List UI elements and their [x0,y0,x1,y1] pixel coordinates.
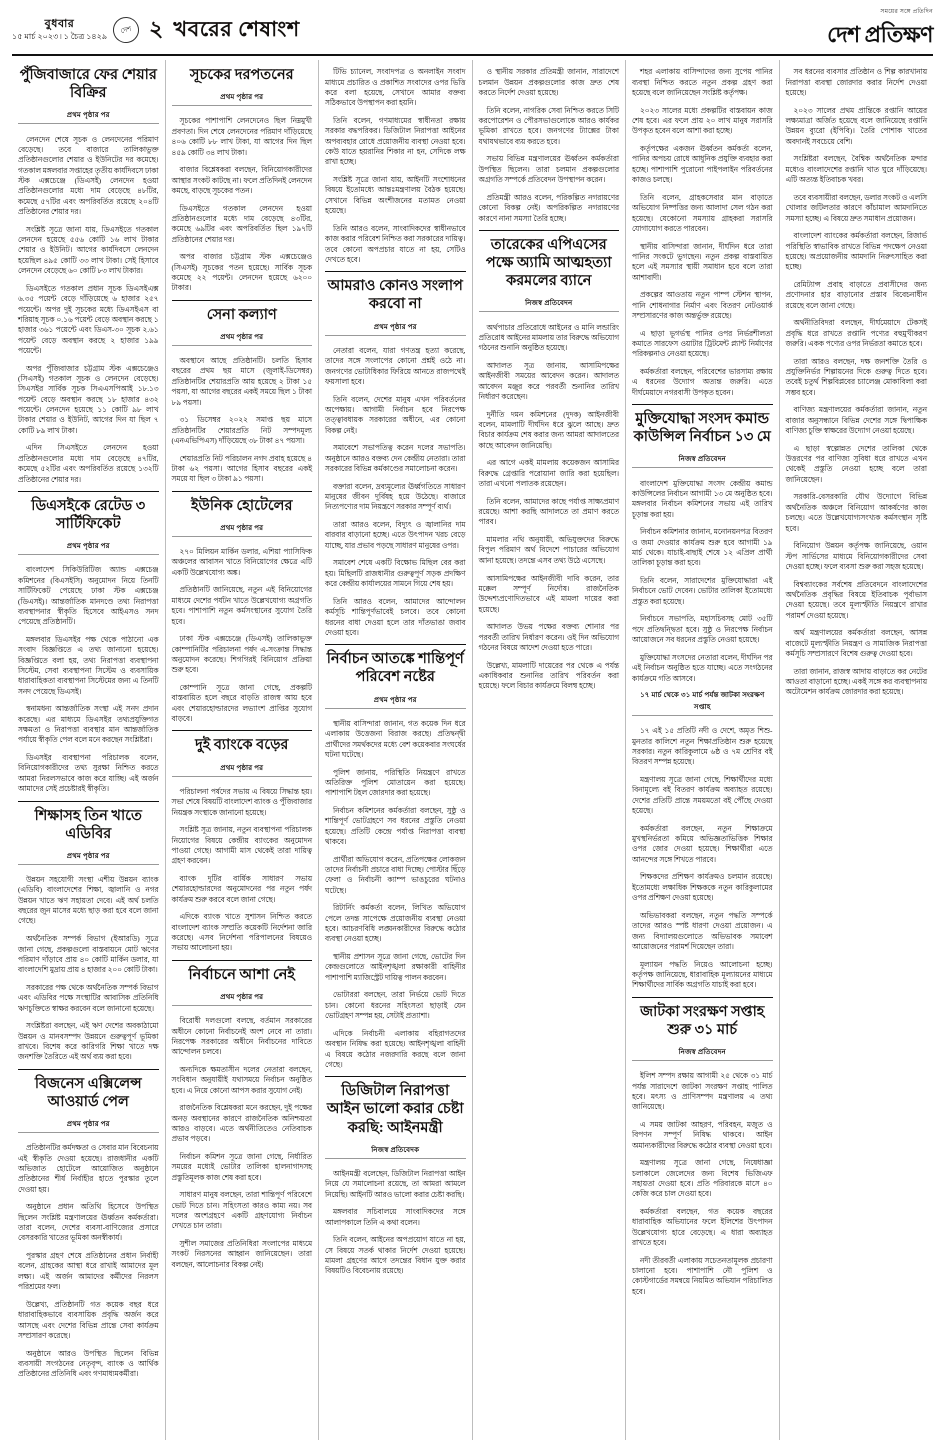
newspaper-logo: দেশ প্রতিক্ষণ [827,21,933,47]
seal-text: দেশ [119,24,133,36]
article-paragraph: কর্তৃপক্ষের একজন ঊর্ধ্বতন কর্মকর্তা বলেন, পানির অপচয় রোধে আধুনিক প্রযুক্তি ব্যবহার করা হচ্ছে। পাশাপাশি পুরোনো পাইপলাইন পরিবর্তনের কাজও চলছে। [632,144,773,185]
article [18,491,159,795]
article-paragraph: প্রতিমন্ত্রী আরও বলেন, পরিকল্পিত নগরায়ণের কোনো বিকল্প নেই। অপরিকল্পিত নগরায়ণের কারণে নানা সমস্যা তৈরি হচ্ছে। [478,192,619,223]
article-headline[interactable]: মুক্তিযোদ্ধা সংসদ কমান্ড কাউন্সিল নির্বাচন ১৩ মে [632,404,773,446]
article [786,67,928,697]
page-number: ২ [149,15,164,41]
article-byline: নিজস্ব প্রতিবেদন [632,453,773,468]
article-paragraph: সাধারণ মানুষ বলছেন, তারা শান্তিপূর্ণ পরিবেশে ভোট দিতে চান। সহিংসতা কারও কাম্য নয়। সব দলের অংশগ্রহণে একটি গ্রহণযোগ্য নির্বাচন দেখতে চান তারা। [171,1190,312,1231]
article-headline[interactable]: তারেকের এপিএসের পক্ষে অ্যামি আত্মহত্যা করমলের ব্যানে [479,230,620,290]
article-headline[interactable]: আমরাও কোনও সংলাপ করবো না [325,271,466,313]
article-paragraph: অপর বাজার চট্টগ্রাম স্টক এক্সচেঞ্জেও (সিএসই) সূচকের পতন হয়েছে। সার্বিক সূচক কমেছে ২২ পয়েন্ট। লেনদেন হয়েছে ৬২০০ টাকার। [171,252,312,293]
article-byline: প্রথম পৃষ্ঠার পর [18,540,159,555]
article-byline: প্রথম পৃষ্ঠার পর [172,762,313,777]
article-paragraph: মঙ্গলবার সচিবালয়ে সাংবাদিকদের সঙ্গে আলাপকালে তিনি এ কথা বলেন। [325,1207,466,1227]
article-headline[interactable]: ইউনিক হোটেলের [172,491,313,515]
article-paragraph: বাংলাদেশ মুক্তিযোদ্ধা সংসদ কেন্দ্রীয় কমান্ড কাউন্সিলের নির্বাচন আগামী ১৩ মে অনুষ্ঠিত হবে। মঙ্গলবার নির্বাচন কমিশনের সভায় এই তারিখ চূড়ান্ত করা হয়। [632,478,773,519]
article-paragraph: নির্বাচন কমিশন সূত্রে জানা গেছে, নির্ধারিত সময়ের মধ্যেই ভোটার তালিকা হালনাগাদসহ প্রস্তুতিমূলক কাজ শেষ করা হবে। [171,1151,312,1182]
article-paragraph: স্থানীয় বাসিন্দারা জানান, দীর্ঘদিন ধরে তারা পানির সংকটে ভুগছেন। নতুন প্রকল্প বাস্তবায়িত হলে এই সমস্যার স্থায়ী সমাধান হবে বলে তারা আশাবাদী। [632,241,773,282]
article-paragraph: শহর এলাকায় বাসিন্দাদের জন্য সুপেয় পানির ব্যবস্থা নিশ্চিত করতে নতুন প্রকল্প গ্রহণ করা হয়েছে বলে জানিয়েছেন সংশ্লিষ্ট কর্তৃপক্ষ। [632,67,773,98]
article-paragraph: ডিএসইতে গতকাল লেনদেন হওয়া প্রতিষ্ঠানগুলোর মধ্যে দাম বেড়েছে ৪৩টির, কমেছে ৬৯টির এবং অপরিবর্তিত ছিল ১৯৭টি প্রতিষ্ঠানের শেয়ার দর। [171,203,312,244]
article-paragraph: কর্মকর্তারা বলছেন, গত কয়েক বছরের ধারাবাহিক অভিযানের ফলে ইলিশের উৎপাদন উল্লেখযোগ্য হারে বেড়েছে। এ ধারা অব্যাহত রাখতে হবে। [632,1207,773,1248]
article-paragraph: দুর্নীতি দমন কমিশনের (দুদক) আইনজীবী বলেন, মামলাটি দীর্ঘদিন ধরে ঝুলে আছে। দ্রুত বিচার কার্যক্রম শেষ করার জন্য আমরা আদালতের কাছে আবেদন জানিয়েছি। [478,409,619,450]
article [18,66,159,485]
article-paragraph: বিনিয়োগ উন্নয়ন কর্তৃপক্ষ জানিয়েছে, ওয়ান স্টপ সার্ভিসের মাধ্যমে বিনিয়োগকারীদের সেবা দেওয়া হচ্ছে। ফলে ব্যবসা শুরু করা সহজ হয়েছে। [785,541,927,571]
article-byline: প্রথম পৃষ্ঠার পর [18,850,159,865]
article [172,491,313,725]
article-columns [12,60,933,1440]
column-1 [12,60,166,1440]
article-headline[interactable]: নির্বাচনে আশা নেই [172,960,313,984]
article-paragraph: তিনি বলেন, আইনের অপপ্রয়োগ যাতে না হয়, সে বিষয়ে সতর্ক থাকার নির্দেশ দেওয়া হয়েছে। মামলা গ্রহণের আগে তদন্তের বিধান যুক্ত করার বিষয়টিও বিবেচনায় রয়েছে। [325,1235,466,1276]
article [325,644,466,1070]
article-paragraph: সংশ্লিষ্টরা বলছেন, বৈশ্বিক অর্থনৈতিক মন্দার মধ্যেও বাংলাদেশের রপ্তানি খাত ঘুরে দাঁড়িয়েছে। এটি অত্যন্ত ইতিবাচক খবর। [785,154,927,185]
article-paragraph: বাংলাদেশ সিকিউরিটিজ অ্যান্ড এক্সচেঞ্জ কমিশনের (বিএসইসি) অনুমোদন নিয়ে তিনটি সার্টিফিকেট পেয়েছে ঢাকা স্টক এক্সচেঞ্জ (ডিএসই)। আন্তর্জাতিক মানদণ্ডে তথ্য নিরাপত্তা ব্যবস্থাপনার স্বীকৃতি হিসেবে আইএসও সনদ পেয়েছে প্রতিষ্ঠানটি। [18,565,159,627]
article-paragraph: অর্থপাচার প্রতিরোধে আইনের ও মানি লন্ডারিং প্রতিরোধ আইনের মামলায় তার বিরুদ্ধে অভিযোগ গঠনের শুনানি অনুষ্ঠিত হয়েছে। [478,322,619,353]
article-headline[interactable]: ডিজিটাল নিরাপত্তা আইন ভালো করার চেষ্টা করছি: আইনমন্ত্রী [325,1076,466,1136]
article-paragraph: এ ছাড়া স্বল্পোন্নত দেশের তালিকা থেকে উত্তরণের পর বাণিজ্য সুবিধা ধরে রাখতে এখন থেকেই প্রস্তুতি নেওয়া হচ্ছে বলে তারা জানিয়েছেন। [785,443,927,484]
article-paragraph: তবে ব্যবসায়ীরা বলছেন, ডলার সংকট ও এলসি খোলার জটিলতার কারণে কাঁচামাল আমদানিতে সমস্যা হচ্ছে। এ বিষয়ে দ্রুত সমাধান প্রয়োজন। [785,192,927,223]
article-paragraph: সব ধরনের ব্যবসার প্রতিষ্ঠান ও শিল্প কারখানায় নিরাপত্তা ব্যবস্থা জোরদার করার নির্দেশ দেওয়া হয়েছে। [785,67,927,98]
article [18,1069,159,1380]
article-paragraph: মন্ত্রণালয় সূত্রে জানা গেছে, শিক্ষার্থীদের মধ্যে বিনামূল্যে বই বিতরণ কার্যক্রম অব্যাহত রয়েছে। দেশের প্রতিটি প্রান্তে সময়মতো বই পৌঁছে দেওয়া হয়েছে। [632,774,773,816]
article-paragraph: সভায় বিভিন্ন মন্ত্রণালয়ের ঊর্ধ্বতন কর্মকর্তারা উপস্থিত ছিলেন। তারা চলমান প্রকল্পগুলোর অগ্রগতি সম্পর্কে প্রতিবেদন উপস্থাপন করেন। [478,154,619,185]
article-paragraph: সরকারি-বেসরকারি যৌথ উদ্যোগে বিভিন্ন অর্থনৈতিক অঞ্চলে বিনিয়োগ আকর্ষণের কাজ চলছে। এতে উল্লেখযোগ্যসংখ্যক কর্মসংস্থান সৃষ্টি হবে। [785,492,927,533]
article-paragraph: সংশ্লিষ্ট সূত্রে জানা যায়, ডিএসইতে গতকাল লেনদেন হয়েছে ৫৫৬ কোটি ১৬ লাখ টাকার শেয়ার ও ইউনিট। আগের কার্যদিবসে লেনদেন হয়েছিল ৪৯৫ কোটি ৩৩ লাখ টাকা। সেই হিসাবে লেনদেন বেড়েছে ৬০ কোটি ৮৩ লাখ টাকার। [18,224,159,276]
masthead [12,10,933,56]
article-paragraph: তিনি আরও বলেন, আমাদের আন্দোলন কর্মসূচি শান্তিপূর্ণভাবেই চলবে। তবে কোনো ধরনের বাধা দেওয়া হলে তার দাঁতভাঙা জবাব দেওয়া হবে। [325,596,466,637]
article-paragraph: মন্ত্রণালয় সূত্রে জানা গেছে, নিষেধাজ্ঞা চলাকালে জেলেদের জন্য বিশেষ ভিজিএফ সহায়তা দেওয়া হবে। প্রতি পরিবারকে মাসে ৪০ কেজি করে চাল দেওয়া হবে। [632,1158,773,1199]
article-paragraph: আসামিপক্ষের আইনজীবী দাবি করেন, তার মক্কেল সম্পূর্ণ নির্দোষ। রাজনৈতিক উদ্দেশ্যপ্রণোদিতভাবে এই মামলা দায়ের করা হয়েছে। [478,573,619,614]
article-paragraph: এদিকে নির্বাচনী এলাকায় বহিরাগতদের অবস্থান নিষিদ্ধ করা হয়েছে। আইনশৃঙ্খলা বাহিনী এ বিষয়ে কঠোর নজরদারি করছে বলে জানা গেছে। [325,1028,466,1069]
column-6 [780,60,934,1440]
article-paragraph: তিনি বলেন, আমাদের কাছে পর্যাপ্ত সাক্ষ্যপ্রমাণ রয়েছে। আশা করছি আদালতে তা প্রমাণ করতে পারব। [478,496,619,527]
article-byline: প্রথম পৃষ্ঠার পর [172,331,313,346]
article-paragraph: এর আগে একই মামলায় কয়েকজন আসামির বিরুদ্ধে গ্রেপ্তারি পরোয়ানা জারি করা হয়েছিল। তারা এখনো পলাতক রয়েছেন। [478,458,619,489]
article-paragraph: শেয়ারপ্রতি নিট পরিচালন নগদ প্রবাহ হয়েছে ৪ টাকা ৬২ পয়সা। আগের হিসাব বছরের একই সময়ে যা ছিল ৩ টাকা ৯১ পয়সা। [171,453,312,484]
article-paragraph: উন্নয়ন সহযোগী সংস্থা এশীয় উন্নয়ন ব্যাংক (এডিবি) বাংলাদেশের শিক্ষা, জ্বালানি ও নগর উন্নয়ন খাতে ঋণ সহায়তা দেবে। এই অর্থ চলতি বছরের জুন মাসের মধ্যে ছাড় করা হবে বলে জানা গেছে। [18,875,159,926]
column-2 [166,60,320,1440]
article-byline: প্রথম পৃষ্ঠার পর [325,694,466,709]
article-paragraph: অন্যদিকে ক্ষমতাসীন দলের নেতারা বলছেন, সংবিধান অনুযায়ীই যথাসময়ে নির্বাচন অনুষ্ঠিত হবে। এ নিয়ে কোনো আপস করার সুযোগ নেই। [171,1064,312,1095]
article-paragraph: তিনি বলেন, সারাদেশের মুক্তিযোদ্ধারা এই নির্বাচনে ভোট দেবেন। ভোটার তালিকা ইতোমধ্যে প্রস্তুত করা হয়েছে। [632,576,773,606]
article-paragraph: আইনমন্ত্রী বলেছেন, ডিজিটাল নিরাপত্তা আইন নিয়ে যে সমালোচনা রয়েছে, তা আমরা আমলে নিয়েছি। আইনটি আরও ভালো করার চেষ্টা করছি। [325,1168,466,1199]
article-byline: প্রথম পৃষ্ঠার পর [172,991,313,1006]
article [632,404,773,684]
article [172,960,313,1270]
article-paragraph: কর্মকর্তারা বলছেন, পরিবেশের ভারসাম্য রক্ষায় এ ধরনের উদ্যোগ অত্যন্ত জরুরি। এতে দীর্ঘমেয়াদে নগরবাসী উপকৃত হবেন। [632,367,773,397]
article [325,1076,466,1277]
column-4 [473,60,627,1440]
article-paragraph: বাংলাদেশ ব্যাংকের কর্মকর্তারা বলছেন, রিজার্ভ পরিস্থিতি স্বাভাবিক রাখতে বিভিন্ন পদক্ষেপ নেওয়া হয়েছে। অপ্রয়োজনীয় আমদানি নিরুৎসাহিত করা হচ্ছে। [785,231,927,272]
article-paragraph: অভিভাবকরা বলছেন, নতুন পদ্ধতি সম্পর্কে তাদের আরও স্পষ্ট ধারণা দেওয়া প্রয়োজন। এ জন্য বিদ্যালয়গুলোতে অভিভাবক সমাবেশ আয়োজনের পরামর্শ দিয়েছেন তারা। [632,910,773,951]
article [172,730,313,953]
article-paragraph: বাজার বিশ্লেষকরা বলছেন, বিনিয়োগকারীদের আস্থার সংকট কাটছে না। ফলে প্রতিদিনই লেনদেন কমছে, বাড়ছে সূচকের পতন। [171,165,312,195]
article-paragraph: পরিচালনা পর্ষদের সভায় এ বিষয়ে সিদ্ধান্ত হয়। সভা শেষে বিষয়টি বাংলাদেশ ব্যাংক ও পুঁজিবাজার নিয়ন্ত্রক সংস্থাকে জানানো হয়েছে। [171,786,312,817]
article-paragraph: বিশ্বব্যাংকের সর্বশেষ প্রতিবেদনে বাংলাদেশের অর্থনৈতিক প্রবৃদ্ধির বিষয়ে ইতিবাচক পূর্বাভাস দেওয়া হয়েছে। তবে মূল্যস্ফীতি নিয়ন্ত্রণে রাখার পরামর্শ দেওয়া হয়েছে। [785,579,927,620]
article-paragraph: এদিন সিএসইতে লেনদেন হওয়া প্রতিষ্ঠানগুলোর মধ্যে দাম বেড়েছে ৪৭টির, কমেছে ৫২টির এবং অপরিবর্তিত রয়েছে ১৩২টি প্রতিষ্ঠানের শেয়ার দর। [18,443,159,484]
article [18,801,159,1063]
article-paragraph: ভোটাররা বলছেন, তারা নির্ভয়ে ভোট দিতে চান। কোনো ধরনের সহিংসতা ছাড়াই যেন ভোটগ্রহণ সম্পন্ন হয়, সেটাই প্রত্যাশা। [325,990,466,1021]
article-byline: ১৭ মার্চ থেকে ৩১ মার্চ পর্যন্ত জাটকা সংরক্ষণ সপ্তাহ [632,689,773,716]
article-byline: প্রথম পৃষ্ঠার পর [325,321,466,336]
article-paragraph: সংশ্লিষ্টরা বলছেন, এই ঋণ দেশের অবকাঠামো উন্নয়ন ও মানবসম্পদ উন্নয়নে গুরুত্বপূর্ণ ভূমিকা রাখবে। বিশেষ করে কারিগরি শিক্ষা খাতে দক্ষ জনশক্তি তৈরিতে এই অর্থ ব্যয় করা হবে। [18,1021,159,1062]
article-byline: নিজস্ব প্রতিবেদক [325,1144,466,1159]
article-paragraph: স্বনামধন্য আন্তর্জাতিক সংস্থা এই সনদ প্রদান করেছে। এর মাধ্যমে ডিএসইর তথ্যপ্রযুক্তিগত সক্ষমতা ও নিরাপত্তা ব্যবস্থার মান আন্তর্জাতিক পর্যায়ে স্বীকৃতি পেল বলে মনে করছেন সংশ্লিষ্টরা। [18,704,159,745]
article-paragraph: অপর পুঁজিবাজার চট্টগ্রাম স্টক এক্সচেঞ্জেও (সিএসই) গতকাল সূচক ও লেনদেন বেড়েছে। সিএসইর সার্বিক সূচক সিএএসপিআই ১৮.১৩ পয়েন্ট বেড়ে অবস্থান করছে ১৮ হাজার ৪৩২ পয়েন্টে। লেনদেন হয়েছে ১১ কোটি ৯৮ লাখ টাকার শেয়ার ও ইউনিট, আগের দিন যা ছিল ৭ কোটি ৮৯ লাখ টাকা। [18,363,159,435]
article-headline[interactable]: জাটকা সংরক্ষণ সপ্তাহ শুরু ৩১ মার্চ [632,997,773,1039]
article-paragraph: আদালত সূত্র জানায়, আসামিপক্ষের আইনজীবী সময়ের আবেদন করেন। আদালত আবেদন মঞ্জুর করে পরবর্তী শুনানির তারিখ নির্ধারণ করেছেন। [478,360,619,401]
article-paragraph: পুরস্কার গ্রহণ শেষে প্রতিষ্ঠানের প্রধান নির্বাহী বলেন, গ্রাহকের আস্থা ধরে রাখাই আমাদের মূল লক্ষ্য। এই অর্জন আমাদের কর্মীদের নিরলস পরিশ্রমের ফল। [18,1251,159,1292]
article-paragraph: বিরোধী দলগুলো বলছে, বর্তমান সরকারের অধীনে কোনো নির্বাচনেই অংশ নেবে না তারা। নিরপেক্ষ সরকারের অধীনে নির্বাচনের দাবিতে আন্দোলন চলবে। [171,1016,312,1057]
article-paragraph: সুশীল সমাজের প্রতিনিধিরা সংলাপের মাধ্যমে সংকট নিরসনের আহ্বান জানিয়েছেন। তারা বলছেন, আলোচনার বিকল্প নেই। [171,1239,312,1269]
article-paragraph: সূচকের পাশাপাশি লেনদেনেও ছিল নিম্নমুখী প্রবণতা। দিন শেষে লেনদেনের পরিমাণ দাঁড়িয়েছে ৪০৬ কোটি ৮৮ লাখ টাকা, যা আগের দিন ছিল ৪৫৯ কোটি ৩৪ লাখ টাকা। [171,116,312,157]
article-paragraph: রাজনৈতিক বিশ্লেষকরা মনে করছেন, দুই পক্ষের অনড় অবস্থানের কারণে রাজনৈতিক অনিশ্চয়তা আরও বাড়বে। এতে অর্থনীতিতেও নেতিবাচক প্রভাব পড়বে। [171,1103,312,1144]
article-paragraph: এদিকে ব্যাংক খাতে সুশাসন নিশ্চিত করতে বাংলাদেশ ব্যাংক সম্প্রতি কয়েকটি নির্দেশনা জারি করেছে। এসব নির্দেশনা পরিপালনের বিষয়েও সভায় আলোচনা হয়। [171,912,312,953]
article-paragraph: বক্তারা বলেন, দ্রব্যমূল্যের ঊর্ধ্বগতিতে সাধারণ মানুষের জীবন দুর্বিষহ হয়ে উঠেছে। বাজারে নিত্যপণ্যের দাম নিয়ন্ত্রণে সরকার সম্পূর্ণ ব্যর্থ। [325,481,466,512]
article-paragraph: ঢাকা স্টক এক্সচেঞ্জে (ডিএসই) তালিকাভুক্ত কোম্পানিটির পরিচালনা পর্ষদ এ-সংক্রান্ত সিদ্ধান্ত অনুমোদন করেছে। শিগগিরই বিনিয়োগ প্রক্রিয়া শুরু হবে। [171,634,312,675]
masthead-date: ১৫ মার্চ ২০২৩ ৷ ১ চৈত্র ১৪২৯ [12,31,108,41]
article-paragraph: উল্লেখ্য, মামলাটি দায়েরের পর থেকে এ পর্যন্ত একাধিকবার শুনানির তারিখ পরিবর্তন করা হয়েছে। ফলে বিচার কার্যক্রমে বিলম্ব হচ্ছে। [478,660,619,691]
article-paragraph: অনুষ্ঠানে আরও উপস্থিত ছিলেন বিভিন্ন ব্যবসায়ী সংগঠনের নেতৃবৃন্দ, ব্যাংক ও আর্থিক প্রতিষ্ঠানের প্রতিনিধি এবং গণমাধ্যমকর্মীরা। [18,1348,159,1379]
article-paragraph: তারা আরও বলছেন, দক্ষ জনশক্তি তৈরি ও প্রযুক্তিনির্ভর শিল্পায়নের দিকে গুরুত্ব দিতে হবে। তবেই চতুর্থ শিল্পবিপ্লবের চ্যালেঞ্জ মোকাবিলা করা সম্ভব হবে। [785,356,927,397]
article-paragraph: অর্থ মন্ত্রণালয়ের কর্মকর্তারা বলছেন, আসন্ন বাজেটে মূল্যস্ফীতি নিয়ন্ত্রণ ও সামাজিক নিরাপত্তা কর্মসূচি সম্প্রসারণে বিশেষ গুরুত্ব দেওয়া হবে। [785,628,927,659]
article-byline: প্রথম পৃষ্ঠার পর [172,91,313,106]
article-paragraph: নির্বাচনে সভাপতি, মহাসচিবসহ মোট ৩৫টি পদে প্রতিদ্বন্দ্বিতা হবে। সুষ্ঠু ও নিরপেক্ষ নির্বাচন আয়োজনে সব ধরনের প্রস্তুতি নেওয়া হয়েছে। [632,614,773,645]
article-paragraph: সরকারের পক্ষ থেকে অর্থনৈতিক সম্পর্ক বিভাগ এবং এডিবির পক্ষে সংস্থাটির আবাসিক প্রতিনিধি ঋণচুক্তিতে স্বাক্ষর করবেন বলে জানানো হয়েছে। [18,982,159,1013]
article-paragraph: তিনি বলেন, দেশের মানুষ এখন পরিবর্তনের অপেক্ষায়। আগামী নির্বাচন হবে নিরপেক্ষ তত্ত্বাবধায়ক সরকারের অধীনে, এর কোনো বিকল্প নেই। [325,394,466,435]
article-paragraph: কোম্পানি সূত্রে জানা গেছে, প্রকল্পটি বাস্তবায়িত হলে বছরে বাড়তি রাজস্ব আয় হবে এবং শেয়ারহোল্ডারদের লভ্যাংশ প্রাপ্তির সুযোগ বাড়বে। [171,682,312,724]
article-paragraph: সমাবেশ শেষে একটি বিক্ষোভ মিছিল বের করা হয়। মিছিলটি রাজধানীর গুরুত্বপূর্ণ সড়ক প্রদক্ষিণ করে কেন্দ্রীয় কার্যালয়ের সামনে গিয়ে শেষ হয়। [325,558,466,589]
article-paragraph: ২০২৩ সালের প্রথম প্রান্তিকে রপ্তানি আয়ের লক্ষ্যমাত্রা অর্জিত হয়েছে বলে জানিয়েছে রপ্তানি উন্নয়ন ব্যুরো (ইপিবি)। তৈরি পোশাক খাতের অবদানই সবচেয়ে বেশি। [785,105,927,146]
article-paragraph: স্থানীয় বাসিন্দারা জানান, গত কয়েক দিন ধরে এলাকায় উত্তেজনা বিরাজ করছে। প্রতিদ্বন্দ্বী প্রার্থীদের সমর্থকদের মধ্যে বেশ কয়েকবার সংঘর্ষের ঘটনা ঘটেছে। [325,718,466,759]
article-byline: প্রথম পৃষ্ঠার পর [172,522,313,537]
article-paragraph: প্রতিষ্ঠানটির কর্মদক্ষতা ও সেবার মান বিবেচনায় এই স্বীকৃতি দেওয়া হয়েছে। রাজধানীর একটি অভিজাত হোটেলে আয়োজিত অনুষ্ঠানে প্রতিষ্ঠানের শীর্ষ নির্বাহীর হাতে পুরস্কার তুলে দেওয়া হয়। [18,1143,159,1194]
article-paragraph: স্থানীয় প্রশাসন সূত্রে জানা গেছে, ভোটের দিন কেন্দ্রগুলোতে আইনশৃঙ্খলা রক্ষাকারী বাহিনীর পাশাপাশি ম্যাজিস্ট্রেট দায়িত্ব পালন করবেন। [325,952,466,982]
article-paragraph: ও স্থানীয় সরকার প্রতিমন্ত্রী জানান, সারাদেশে চলমান উন্নয়ন প্রকল্পগুলোর কাজ দ্রুত শেষ করতে নির্দেশ দেওয়া হয়েছে। [478,67,619,98]
article [632,997,773,1298]
article-paragraph: আদালত উভয় পক্ষের বক্তব্য শোনার পর পরবর্তী তারিখ নির্ধারণ করেন। ওই দিন অভিযোগ গঠনের বিষয়ে আদেশ দেওয়া হতে পারে। [478,622,619,652]
article-paragraph: প্রকল্পের আওতায় নতুন পাম্প স্টেশন স্থাপন, পানি শোধনাগার নির্মাণ এবং বিতরণ নেটওয়ার্ক সম্প্রসারণের কাজ অন্তর্ভুক্ত রয়েছে। [632,290,773,320]
article-paragraph: এ ছাড়া ভূগর্ভস্থ পানির ওপর নির্ভরশীলতা কমাতে সারফেস ওয়াটার ট্রিটমেন্ট প্ল্যান্ট নির্মাণের পরিকল্পনাও নেওয়া হয়েছে। [632,328,773,359]
article-paragraph: রেমিট্যান্স প্রবাহ বাড়াতে প্রবাসীদের জন্য প্রণোদনার হার বাড়ানোর প্রস্তাব বিবেচনাধীন রয়েছে বলে জানা গেছে। [785,279,927,310]
article [172,300,313,485]
article-paragraph: অনুষ্ঠানে প্রধান অতিথি হিসেবে উপস্থিত ছিলেন সংশ্লিষ্ট মন্ত্রণালয়ের ঊর্ধ্বতন কর্মকর্তারা। তারা বলেন, দেশের ব্যবসা-বাণিজ্যের প্রসারে বেসরকারি খাতের ভূমিকা অনস্বীকার্য। [18,1202,159,1243]
article [632,689,773,991]
article-paragraph: তিনি বলেন, গ্রাহকসেবার মান বাড়াতে অভিযোগ নিষ্পত্তির জন্য আলাদা সেল গঠন করা হয়েছে। যেকোনো সমস্যায় গ্রাহকরা সরাসরি যোগাযোগ করতে পারবেন। [632,192,773,233]
article-byline: প্রথম পৃষ্ঠার পর [18,1118,159,1133]
section-title: খবরের শেষাংশ [173,16,300,41]
article-paragraph: এ সময় জাটকা আহরণ, পরিবহন, মজুত ও বিপণন সম্পূর্ণ নিষিদ্ধ থাকবে। আইন অমান্যকারীদের বিরুদ্ধে কঠোর ব্যবস্থা নেওয়া হবে। [632,1119,773,1150]
article-paragraph: ডিএসইর ব্যবস্থাপনা পরিচালক বলেন, বিনিয়োগকারীদের তথ্য সুরক্ষা নিশ্চিত করতে আমরা নিরলসভাবে কাজ করে যাচ্ছি। এই অর্জন আমাদের সেই প্রচেষ্টারই স্বীকৃতি। [18,753,159,794]
article-paragraph: রিটার্নিং কর্মকর্তা বলেন, লিখিত অভিযোগ পেলে তদন্ত সাপেক্ষে প্রয়োজনীয় ব্যবস্থা নেওয়া হবে। আচরণবিধি লঙ্ঘনকারীদের বিরুদ্ধে কঠোর ব্যবস্থা নেওয়া হচ্ছে। [325,903,466,944]
article-paragraph: তিনি বলেন, গণমাধ্যমের স্বাধীনতা রক্ষায় সরকার বদ্ধপরিকর। ডিজিটাল নিরাপত্তা আইনের অপব্যবহার রোধে প্রয়োজনীয় ব্যবস্থা নেওয়া হবে। কেউ যাতে হয়রানির শিকার না হন, সেদিকে লক্ষ রাখা হচ্ছে। [325,116,466,167]
article-paragraph: ২০২৩ সালের মধ্যে প্রকল্পটির বাস্তবায়ন কাজ শেষ হবে। এর ফলে প্রায় ২০ লাখ মানুষ সরাসরি উপকৃত হবেন বলে আশা করা হচ্ছে। [632,105,773,136]
article-paragraph: প্রার্থীরা অভিযোগ করেন, প্রতিপক্ষের লোকজন তাদের নির্বাচনী প্রচারে বাধা দিচ্ছে। পোস্টার ছিঁড়ে ফেলা ও নির্বাচনী ক্যাম্প ভাঙচুরের ঘটনাও ঘটেছে। [325,854,466,895]
article-byline: প্রথম পৃষ্ঠার পর [18,109,159,124]
article-paragraph: তারা জানান, রাজস্ব আদায় বাড়াতে কর নেটের আওতা বাড়ানো হচ্ছে। একই সঙ্গে কর ব্যবস্থাপনায় অটোমেশন কার্যক্রম জোরদার করা হয়েছে। [785,666,927,697]
masthead-date-block [12,18,107,42]
article-headline[interactable]: দুই ব্যাংকে বড়ের [172,730,313,754]
article [172,66,313,294]
article [325,271,466,638]
article-paragraph: সমাবেশে সভাপতিত্ব করেন দলের সভাপতি। অনুষ্ঠানে আরও বক্তব্য দেন কেন্দ্রীয় নেতারা। তারা সরকারের বিভিন্ন কর্মকাণ্ডের সমালোচনা করেন। [325,443,466,474]
article-paragraph: মামলার নথি অনুযায়ী, অভিযুক্তদের বিরুদ্ধে বিপুল পরিমাণ অর্থ বিদেশে পাচারের অভিযোগ আনা হয়েছে। তদন্তে এসব তথ্য উঠে এসেছে। [478,535,619,565]
article-paragraph: সংশ্লিষ্ট সূত্রে জানা যায়, আইনটি সংশোধনের বিষয়ে ইতোমধ্যে আন্তঃমন্ত্রণালয় বৈঠক হয়েছে। সেখানে বিভিন্ন অংশীজনের মতামত নেওয়া হয়েছে। [325,175,466,216]
article-paragraph: অবস্থানে আছে প্রতিষ্ঠানটি। চলতি হিসাব বছরের প্রথম ছয় মাসে (জুলাই-ডিসেম্বর) প্রতিষ্ঠানটির শেয়ারপ্রতি আয় হয়েছে ২ টাকা ১৫ পয়সা, যা আগের বছরের একই সময়ে ছিল ১ টাকা ৮৯ পয়সা। [171,356,312,407]
article-paragraph: মঙ্গলবার ডিএসইর পক্ষ থেকে পাঠানো এক সংবাদ বিজ্ঞপ্তিতে এ তথ্য জানানো হয়েছে। বিজ্ঞপ্তিতে বলা হয়, তথ্য নিরাপত্তা ব্যবস্থাপনা সিস্টেম, সেবা ব্যবস্থাপনা সিস্টেম ও ব্যবসায়িক ধারাবাহিকতা ব্যবস্থাপনা সিস্টেমের জন্য এ তিনটি সনদ পেয়েছে ডিএসই। [18,634,159,696]
article-paragraph: মূল্যায়ন পদ্ধতি নিয়েও আলোচনা হচ্ছে। কর্তৃপক্ষ জানিয়েছে, ধারাবাহিক মূল্যায়নের মাধ্যমে শিক্ষার্থীদের সার্বিক অগ্রগতি যাচাই করা হবে। [632,959,773,990]
article-paragraph: নেতারা বলেন, যারা গণতন্ত্র হত্যা করেছে, তাদের সঙ্গে সংলাপের কোনো প্রশ্নই ওঠে না। জনগণের ভোটাধিকার ফিরিয়ে আনতে রাজপথেই ফয়সালা হবে। [325,345,466,386]
article-paragraph: ব্যাংক দুটির বার্ষিক সাধারণ সভায় শেয়ারহোল্ডারদের অনুমোদনের পর নতুন পর্ষদ কার্যক্রম শুরু করবে বলে জানা গেছে। [171,873,312,904]
article-paragraph: অর্থনৈতিক সম্পর্ক বিভাগ (ইআরডি) সূত্রে জানা গেছে, প্রকল্পগুলো বাস্তবায়নে মোট ঋণের পরিমাণ দাঁড়াবে প্রায় ৪০ কোটি মার্কিন ডলার, যা বাংলাদেশি মুদ্রায় প্রায় ৪ হাজার ২০০ কোটি টাকা। [18,934,159,975]
article-paragraph: ইলিশ সম্পদ রক্ষায় আগামী ২৫ থেকে ৩১ মার্চ পর্যন্ত সারাদেশে জাটকা সংরক্ষণ সপ্তাহ পালিত হবে। মৎস্য ও প্রাণিসম্পদ মন্ত্রণালয় এ তথ্য জানিয়েছে। [632,1071,773,1112]
article-paragraph: সংশ্লিষ্ট সূত্র জানায়, নতুন ব্যবস্থাপনা পরিচালক নিয়োগের বিষয়ে কেন্দ্রীয় ব্যাংকের অনুমোদন পাওয়া গেছে। আগামী মাস থেকেই তারা দায়িত্ব গ্রহণ করবেন। [171,825,312,866]
article-paragraph: লেনদেন শেষে সূচক ও লেনদেনের পরিমাণ বেড়েছে। তবে বাজারে তালিকাভুক্ত প্রতিষ্ঠানগুলোর শেয়ার ও ইউনিটের দর কমেছে। গতকাল মঙ্গলবার সপ্তাহের তৃতীয় কার্যদিবসে ঢাকা স্টক এক্সচেঞ্জে (ডিএসই) লেনদেন হওয়া প্রতিষ্ঠানগুলোর মধ্যে দাম বেড়েছে ৪৮টির, কমেছে ৫৭টির এবং অপরিবর্তিত রয়েছে ২০৪টি প্রতিষ্ঠানের শেয়ার দর। [18,134,159,217]
masthead-left [12,12,300,49]
article-headline[interactable]: নির্বাচন আতঙ্কে শান্তিপূর্ণ পরিবেশ নষ্টের [325,644,466,686]
article-paragraph: বাণিজ্য মন্ত্রণালয়ের কর্মকর্তারা জানান, নতুন বাজার অনুসন্ধানে বিভিন্ন দেশের সঙ্গে দ্বিপাক্ষিক বাণিজ্য চুক্তি স্বাক্ষরের উদ্যোগ নেওয়া হয়েছে। [785,405,927,436]
article-headline[interactable]: পুঁজিবাজারে ফের শেয়ার বিক্রির [19,67,157,102]
article-headline[interactable]: ডিএসইকে রেটেড ৩ সার্টিফিকেট [18,491,159,533]
article-paragraph: ১৭ এই ১৫ প্রতিটি নদী ও দেশে, অমৃত শিশু-মুনতার কালিশে নতুন শিক্ষাপ্রতিষ্ঠান শুরু হয়েছে সরকার। নতুন কারিকুলামে ৬ষ্ঠ ও ৭ম শ্রেণির বই বিতরণ সম্পন্ন হয়েছে। [632,726,773,767]
article-paragraph: তারা আরও বলেন, বিদ্যুৎ ও জ্বালানির দাম বারবার বাড়ানো হচ্ছে। এতে উৎপাদন খরচ বেড়ে যাচ্ছে, যার প্রভাব পড়ছে সাধারণ মানুষের ওপর। [325,520,466,550]
article-paragraph: শিক্ষকদের প্রশিক্ষণ কার্যক্রমও চলমান রয়েছে। ইতোমধ্যে লক্ষাধিক শিক্ষককে নতুন কারিকুলামের ওপর প্রশিক্ষণ দেওয়া হয়েছে। [632,872,773,903]
article-paragraph: প্রতিষ্ঠানটি জানিয়েছে, নতুন এই বিনিয়োগের মাধ্যমে দেশের পর্যটন খাতে উল্লেখযোগ্য অগ্রগতি হবে। পাশাপাশি নতুন কর্মসংস্থানের সুযোগ তৈরি হবে। [171,585,312,626]
article-headline[interactable]: সেনা কল্যাণ [172,300,313,324]
article-headline[interactable]: বিজনেস এক্সিলেন্স আওয়ার্ড পেল [18,1069,159,1111]
article-paragraph: নদী তীরবর্তী এলাকায় সচেতনতামূলক প্রচারণা চালানো হবে। পাশাপাশি নৌ পুলিশ ও কোস্টগার্ডের সমন্বয়ে নিয়মিত অভিযান পরিচালিত হবে। [632,1255,773,1296]
article [479,67,620,224]
column-5 [626,60,780,1440]
article-paragraph: পুলিশ জানায়, পরিস্থিতি নিয়ন্ত্রণে রাখতে অতিরিক্ত পুলিশ মোতায়েন করা হয়েছে। পাশাপাশি টহল জোরদার করা হয়েছে। [325,767,466,798]
article-paragraph: ডিএসইতে গতকাল প্রধান সূচক ডিএসইএক্স ৬.৩৫ পয়েন্ট বেড়ে দাঁড়িয়েছে ৬ হাজার ২৫৭ পয়েন্টে। অপর দুই সূচকের মধ্যে ডিএসইএস বা শরিয়াহ সূচক ০.১৬ পয়েন্ট বেড়ে অবস্থান করছে ১ হাজার ৩৬১ পয়েন্টে এবং ডিএস-৩০ সূচক ২.৬১ পয়েন্ট বেড়ে অবস্থান করছে ২ হাজার ১৯৯ পয়েন্টে। [18,283,159,355]
article-paragraph: ৩১ ডিসেম্বর ২০২২ সমাপ্ত ছয় মাসে প্রতিষ্ঠানটির শেয়ারপ্রতি নিট সম্পদমূল্য (এনএভিপিএস) দাঁড়িয়েছে ৩৮ টাকা ৪৭ পয়সা। [171,415,312,445]
masthead-right [827,6,933,55]
article-paragraph: কর্মকর্তারা বলছেন, নতুন শিক্ষাক্রমে মুখস্থনির্ভরতা কমিয়ে অভিজ্ঞতাভিত্তিক শিক্ষার ওপর জোর দেওয়া হয়েছে। শিক্ষার্থীরা এতে আনন্দের সঙ্গে শিখতে পারবে। [632,823,773,864]
article [325,67,466,265]
article-paragraph: ২৭০ মিলিয়ন মার্কিন ডলার, এশিয়া প্যাসিফিক অঞ্চলের আবাসন খাতে বিনিয়োগের ক্ষেত্রে এটি একটি উল্লেখযোগ্য অঙ্ক। [171,547,312,577]
article-paragraph: তিনি বলেন, নাগরিক সেবা নিশ্চিত করতে সিটি করপোরেশন ও পৌরসভাগুলোকে আরও কার্যকর ভূমিকা রাখতে হবে। জনগণের ট্যাক্সের টাকা যথাযথভাবে ব্যয় করতে হবে। [478,105,619,146]
article-byline: নিজস্ব প্রতিবেদন [479,297,620,312]
article-headline[interactable]: সূচকের দরপতনের [189,67,294,83]
column-3 [319,60,473,1440]
article [632,67,773,398]
article-paragraph: নির্বাচন কমিশনের কর্মকর্তারা বলছেন, সুষ্ঠু ও শান্তিপূর্ণ ভোটগ্রহণে সব ধরনের প্রস্তুতি নেওয়া হয়েছে। প্রতিটি কেন্দ্রে পর্যাপ্ত নিরাপত্তা ব্যবস্থা থাকবে। [325,805,466,846]
article-paragraph: নির্বাচন কমিশনার জানান, মনোনয়নপত্র বিতরণ ও জমা দেওয়ার কার্যক্রম শুরু হবে আগামী ১৯ মার্চ থেকে। যাচাই-বাছাই শেষে ১২ এপ্রিল প্রার্থী তালিকা চূড়ান্ত করা হবে। [632,527,773,568]
article [479,230,620,692]
article-paragraph: উল্লেখ্য, প্রতিষ্ঠানটি গত কয়েক বছর ধরে ধারাবাহিকভাবে ব্যবসায়িক প্রবৃদ্ধি অর্জন করে আসছে এবং দেশের বিভিন্ন প্রান্তে সেবা কার্যক্রম সম্প্রসারণ করেছে। [18,1299,159,1340]
article-paragraph: তিনি আরও বলেন, সাংবাদিকদের স্বাধীনভাবে কাজ করার পরিবেশ নিশ্চিত করা সরকারের দায়িত্ব। তবে কোনো অপপ্রচার যাতে না হয়, সেটিও দেখতে হবে। [325,223,466,264]
article-paragraph: মুক্তিযোদ্ধা সংসদের নেতারা বলেন, দীর্ঘদিন পর এই নির্বাচন অনুষ্ঠিত হতে যাচ্ছে। এতে সংগঠনের কার্যক্রমে গতি আসবে। [632,652,773,683]
masthead-tagline: সময়ের সঙ্গে প্রতিদিন [880,8,933,15]
article-headline[interactable]: শিক্ষাসহ তিন খাতে এডিবির [18,801,159,843]
seal-icon [111,15,142,46]
article-paragraph: অর্থনীতিবিদরা বলছেন, দীর্ঘমেয়াদে টেকসই প্রবৃদ্ধি ধরে রাখতে রপ্তানি পণ্যের বহুমুখীকরণ জরুরি। একক পণ্যের ওপর নির্ভরতা কমাতে হবে। [785,318,927,348]
article-byline: নিজস্ব প্রতিবেদন [632,1046,773,1061]
masthead-weekday: বুধবার [44,18,75,31]
article-paragraph: টিভি চ্যানেল, সংবাদপত্র ও অনলাইন সংবাদ মাধ্যমে প্রচারিত ও প্রকাশিত সংবাদের ওপর ভিত্তি করে বলা হয়েছে, সেখানে আমার বক্তব্য সঠিকভাবে উপস্থাপন করা হয়নি। [325,67,466,108]
